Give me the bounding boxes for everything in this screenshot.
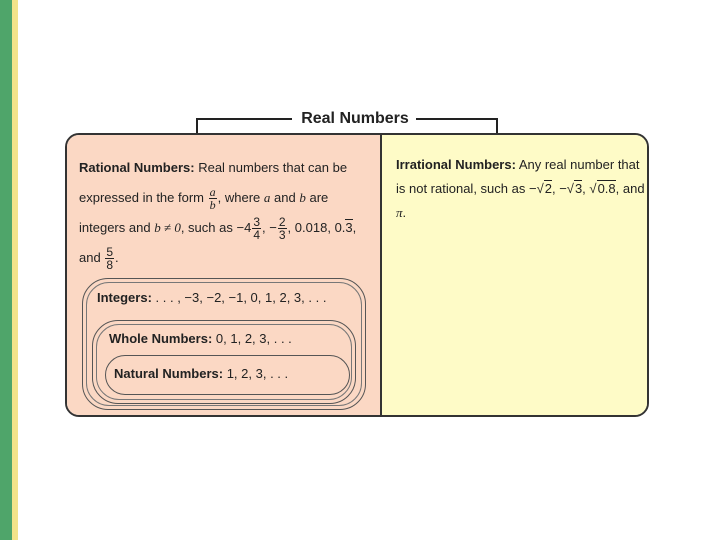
comma: , (352, 220, 357, 235)
natural-numbers-values: 1, 2, 3, . . . (226, 366, 289, 381)
example-negative-sign: − (269, 220, 277, 235)
example-pi: π (396, 205, 403, 220)
example-repeating-decimal: 0.3 (334, 220, 353, 235)
example-mixed-whole: −4 (236, 220, 252, 235)
diagram-title: Real Numbers (301, 110, 409, 127)
rational-label: Rational Numbers: (79, 160, 195, 175)
rational-text-2: , where (217, 190, 261, 205)
example-neg-sqrt-3: −√3 (559, 181, 583, 196)
bracket-left-horizontal (196, 118, 292, 120)
real-numbers-box (65, 133, 649, 417)
rational-text-4: , such as (180, 220, 233, 235)
irrational-panel (380, 135, 647, 415)
natural-numbers-label: Natural Numbers: (114, 366, 224, 381)
comma: , (551, 181, 556, 196)
integers-label: Integers: (97, 290, 152, 305)
example-neg-sqrt-2: −√2 (528, 181, 552, 196)
bracket-right-vertical (496, 118, 498, 134)
and-word-1: and (274, 190, 296, 205)
comma: , (287, 220, 292, 235)
irrational-description (396, 153, 646, 225)
and-word: and (622, 181, 645, 196)
var-b: b (299, 190, 306, 205)
integers-values: . . . , −3, −2, −1, 0, 1, 2, 3, . . . (155, 290, 327, 305)
example-sqrt-0-8: √0.8 (589, 181, 616, 196)
example-decimal: 0.018, (294, 220, 331, 235)
irrational-text-1: Any real number that is not rational, such as (396, 157, 640, 196)
fraction-two-thirds: $\frac{2}{3}$ (278, 215, 286, 243)
var-a: a (263, 190, 271, 205)
integers-entry (97, 290, 326, 305)
rational-description (79, 153, 373, 273)
fraction-a-over-b: $\frac{a}{b}$ (209, 185, 216, 213)
whole-numbers-entry (109, 331, 292, 346)
b-not-zero: b ≠ 0 (154, 220, 181, 235)
fraction-five-eighths: $\frac{5}{8}$ (106, 245, 114, 273)
bracket-right-horizontal (416, 118, 498, 120)
bracket-left-vertical (196, 118, 198, 134)
rational-text-1: Real numbers that can be expressed in the form (79, 160, 348, 205)
irrational-label: Irrational Numbers: (396, 157, 516, 172)
left-accent-stripe-green (0, 0, 12, 540)
fraction-three-fourths: $\frac{3}{4}$ (253, 215, 260, 243)
comma: , (615, 181, 620, 196)
whole-numbers-values: 0, 1, 2, 3, . . . (215, 331, 292, 346)
natural-numbers-entry (114, 366, 288, 381)
whole-numbers-label: Whole Numbers: (109, 331, 213, 346)
period: . (115, 250, 119, 265)
comma: , (582, 181, 586, 196)
period: . (402, 205, 407, 220)
comma: , (262, 220, 266, 235)
and-word-2: and (79, 250, 101, 265)
rational-text-3: are integers and (79, 190, 329, 235)
left-accent-stripe-yellow (12, 0, 18, 540)
rational-panel (67, 135, 380, 415)
